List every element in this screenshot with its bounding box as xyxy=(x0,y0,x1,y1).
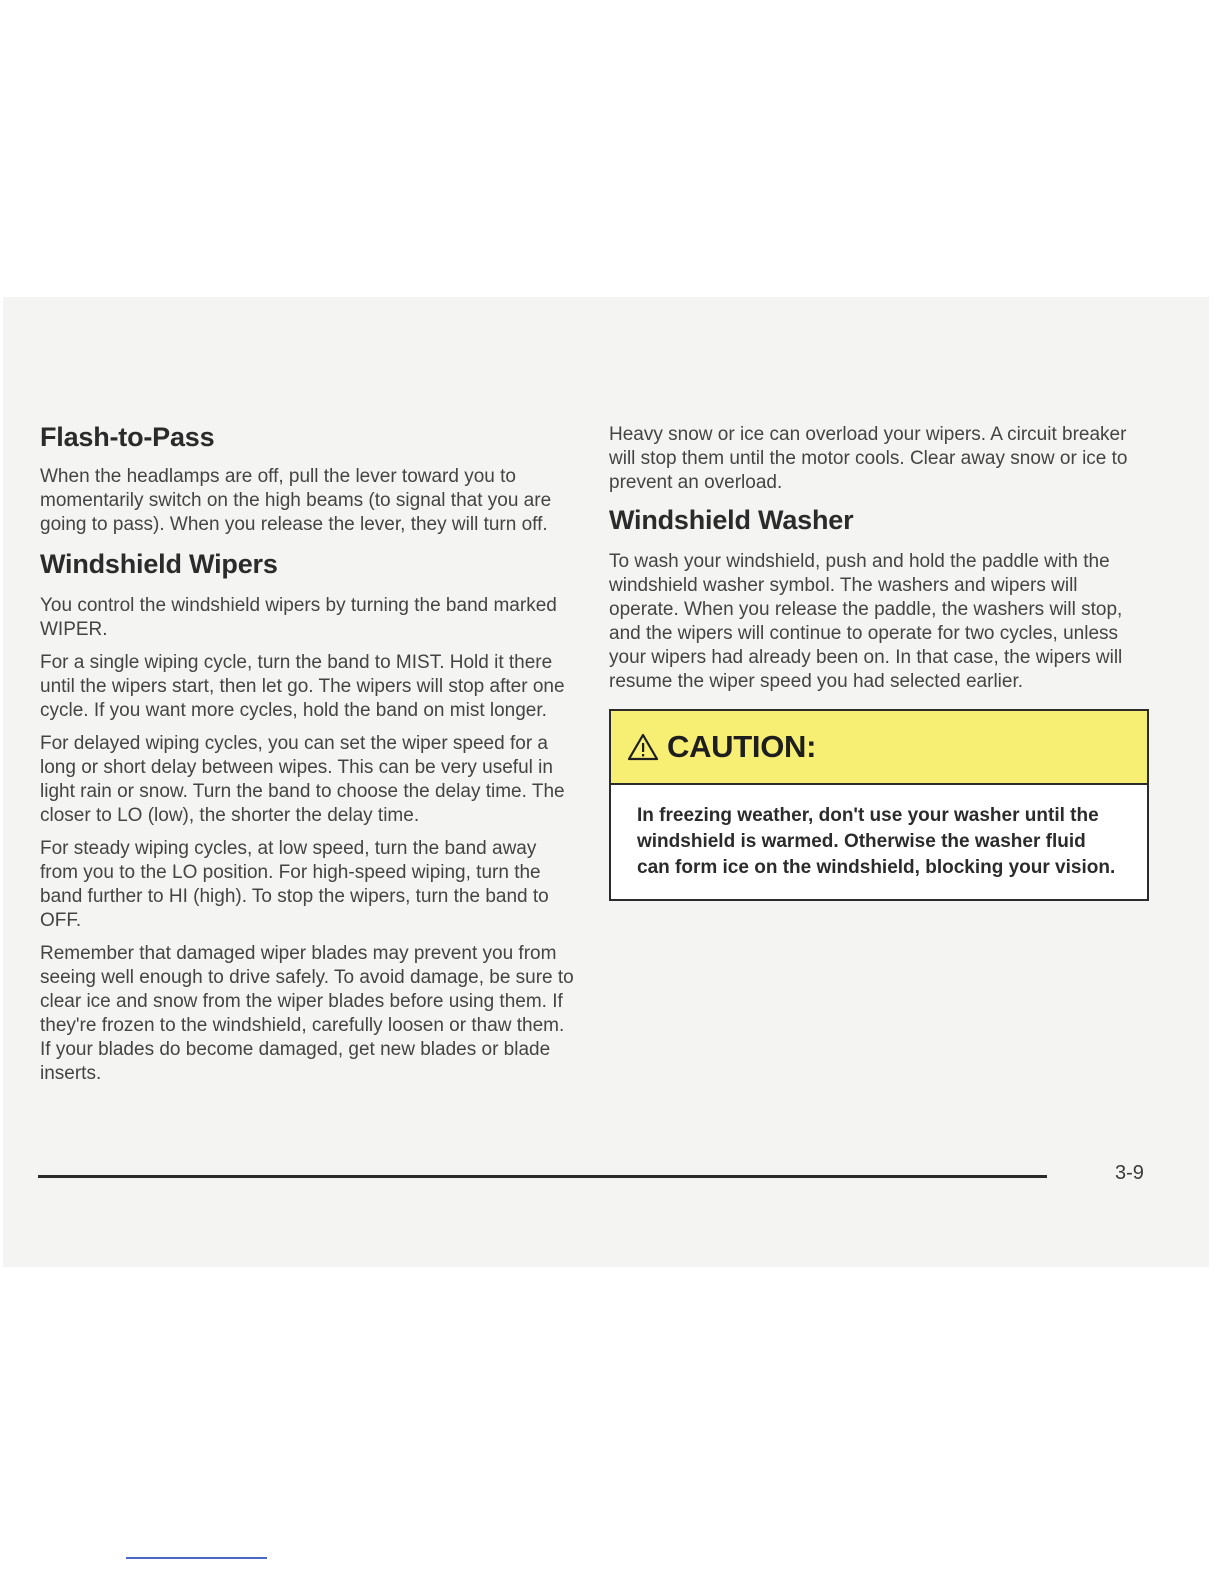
caution-box xyxy=(609,709,1149,901)
wipers-paragraph-4: For steady wiping cycles, at low speed, turn the band away from you to the LO position. For high-speed wiping, turn the band further to HI (high). To stop the wipers, turn the band to OFF. xyxy=(40,838,549,931)
overload-paragraph: Heavy snow or ice can overload your wipers. A circuit breaker will stop them until the motor cools. Clear away snow or ice to prevent an overload. xyxy=(609,424,1128,493)
wipers-paragraph-5: Remember that damaged wiper blades may prevent you from seeing well enough to drive safely. To avoid damage, be sure to clear ice and snow from the wiper blades before using them. If they're frozen to the windshield, carefully loosen or thaw them. If your blades do become damaged, get new blades or blade inserts. xyxy=(40,943,574,1084)
left-column xyxy=(40,422,575,1095)
wipers-paragraph-3: For delayed wiping cycles, you can set the wiper speed for a long or short delay between wipes. This can be very useful in light rain or snow. Turn the band to choose the delay time. The closer to LO (low), the shorter the delay time. xyxy=(40,733,565,826)
flash-to-pass-heading: Flash-to-Pass xyxy=(40,422,215,452)
wipers-paragraph-1: You control the windshield wipers by turning the band marked WIPER. xyxy=(40,595,557,640)
warning-triangle-icon xyxy=(627,732,659,762)
manual-page xyxy=(3,297,1209,1267)
wipers-paragraph-2: For a single wiping cycle, turn the band to MIST. Hold it there until the wipers start, then let go. The wipers will stop after one cycle. If you want more cycles, hold the band on mist longer. xyxy=(40,652,565,721)
windshield-washer-heading: Windshield Washer xyxy=(609,505,854,535)
bottom-link-underline xyxy=(126,1557,267,1559)
caution-body: In freezing weather, don't use your washer until the windshield is warmed. Otherwise the washer fluid can form ice on the windshield, blocking your vision. xyxy=(637,805,1116,878)
right-column xyxy=(609,423,1149,901)
page-number: 3-9 xyxy=(1115,1162,1144,1184)
washer-paragraph: To wash your windshield, push and hold the paddle with the windshield washer symbol. The washers and wipers will operate. When you release the paddle, the washers will stop, and the wipers will continue to operate for two cycles, unless your wipers had already been on. In that case, the wipers will resume the wiper speed you had selected earlier. xyxy=(609,551,1123,692)
caution-header xyxy=(611,711,1147,785)
windshield-wipers-heading: Windshield Wipers xyxy=(40,549,278,579)
caution-title: CAUTION: xyxy=(667,729,817,764)
flash-to-pass-paragraph: When the headlamps are off, pull the lever toward you to momentarily switch on the high beams (to signal that you are going to pass). When you release the lever, they will turn off. xyxy=(40,466,552,535)
footer-rule xyxy=(38,1175,1047,1178)
